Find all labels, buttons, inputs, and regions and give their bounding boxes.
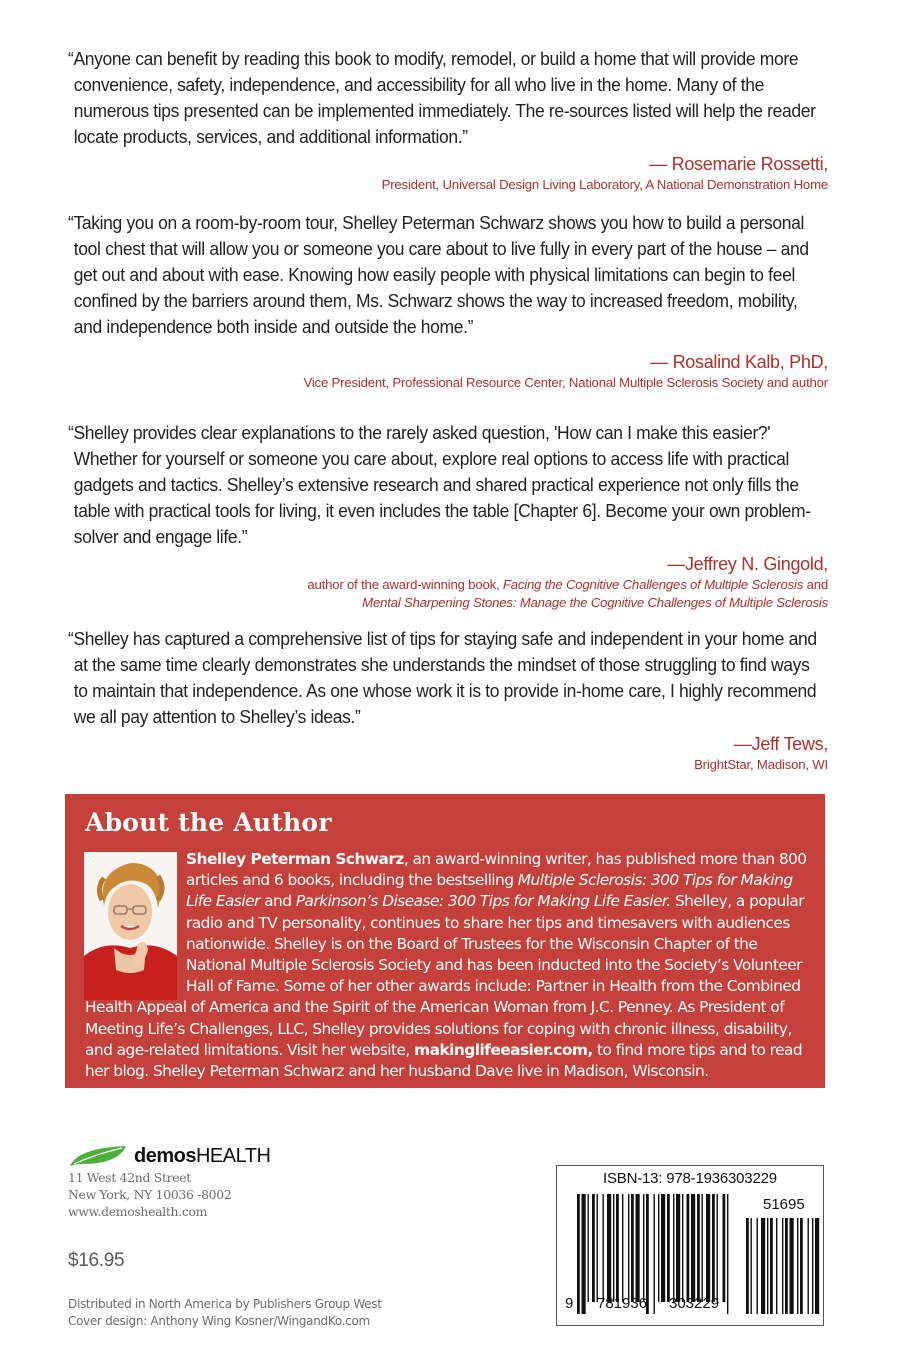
publisher-address-line-1: 11 West 42nd Street [68, 1170, 191, 1185]
barcode-right-digits: 303229 [669, 1295, 720, 1312]
barcode-bar [717, 1194, 718, 1302]
barcode-bar [577, 1194, 580, 1314]
addon-bar [770, 1218, 773, 1314]
barcode-bar [622, 1194, 623, 1302]
barcode-left-digits: 781936 [597, 1295, 648, 1312]
blurb-gingold [68, 420, 828, 612]
blurb-author-name: —Jeff Tews, [733, 734, 828, 754]
publisher-name-light: HEALTH [195, 1144, 271, 1167]
barcode-bar [712, 1194, 715, 1302]
barcode-bar [628, 1194, 629, 1302]
barcode-addon-number: 51695 [763, 1196, 805, 1213]
barcode-bar [706, 1194, 710, 1302]
author-name: Shelley Peterman Schwarz [186, 850, 404, 868]
addon-bar [757, 1218, 758, 1314]
distribution-credit: Distributed in North America by Publishers Group West [68, 1297, 382, 1311]
barcode-bar [607, 1194, 611, 1302]
barcode-bar [687, 1194, 690, 1302]
blurb-author-name: — Rosemarie Rossetti, [649, 154, 828, 174]
leaf-icon [68, 1144, 128, 1168]
book-title: Facing the Cognitive Challenges of Multiple Sclerosis [502, 577, 804, 592]
publisher-block [68, 1143, 270, 1220]
publisher-address-line-2: New York, NY 10036 -8002 [68, 1187, 232, 1202]
barcode-bar [661, 1194, 665, 1302]
barcode-bar [636, 1194, 640, 1302]
barcode-bar [682, 1194, 683, 1302]
addon-bar [790, 1218, 794, 1314]
addon-bar [767, 1218, 768, 1314]
author-website-link[interactable]: makinglifeeasier.com, [414, 1040, 593, 1059]
title-prefix: author of the award-winning book, [307, 577, 503, 592]
addon-bar [785, 1218, 788, 1314]
publisher-name-bold: demos [134, 1144, 196, 1167]
blurb-quote: “Shelley has captured a comprehensive list of tips for staying safe and independent in your home and at the same time clearly demonstrates she understands the mindset of those struggling to find ways to maintain that independence. As one whose work it is to provide in-home care, I highly recommend we all pay attention to Shelley’s ideas.” [68, 629, 817, 727]
isbn-label: ISBN-13: 978-1936303229 [603, 1170, 777, 1187]
blurb-rossetti [68, 46, 828, 194]
blurb-kalb [68, 210, 828, 392]
barcode-bar [727, 1194, 728, 1314]
barcode-bar [702, 1194, 703, 1302]
blurb-quote: “Taking you on a room-by-room tour, Shelley Peterman Schwarz shows you how to build a personal tool chest that will allow you or someone you care about to live fully in every part of the house – and get out and about with ease. Knowing how easily people with physical limitations can begin to feel confined by the barriers around them, Ms. Schwarz shows the way to increased freedom, mobility, and independence both inside and outside the home.” [68, 213, 809, 337]
blurb-quote: “Anyone can benefit by reading this book to modify, remodel, or build a home that will provide more convenience, safety, independence, and accessibility for all who live in the home. Many of the numerous tips presented can be implemented immediately. The re-sources listed will help the reader locate products, services, and additional information.” [68, 49, 816, 147]
addon-bar [751, 1218, 752, 1314]
addon-bar [782, 1218, 783, 1314]
addon-bar [776, 1218, 777, 1314]
barcode-bar [588, 1194, 589, 1302]
book-title: Mental Sharpening Stones: Manage the Cognitive Challenges of Multiple Sclerosis [362, 595, 828, 610]
bio-text: , an award-winning writer, has published more than 800 articles and 6 books, including the bestselling [186, 850, 807, 890]
barcode-bar [691, 1194, 695, 1302]
addon-bar [797, 1218, 798, 1314]
isbn-barcode [556, 1165, 824, 1326]
book-price: $16.95 [68, 1250, 125, 1271]
barcode-bar [723, 1194, 726, 1302]
addon-bar [800, 1218, 803, 1314]
author-bio [85, 849, 820, 1082]
blurb-author-name: —Jeffrey N. Gingold, [667, 554, 828, 574]
bio-text: to find more tips and to read her blog. Shelley Peterman Schwarz and her husband Dave live in Madison, Wisconsin. [85, 1040, 803, 1081]
barcode-bar [673, 1194, 674, 1302]
addon-bar [761, 1218, 765, 1314]
barcode-bar [603, 1194, 604, 1302]
addon-bar [808, 1218, 809, 1314]
addon-bar [812, 1218, 813, 1314]
addon-bar [746, 1218, 749, 1314]
barcode-bar [697, 1194, 700, 1302]
credits-block [68, 1296, 382, 1330]
publisher-name [134, 1145, 270, 1168]
barcode-bar [667, 1194, 670, 1302]
publisher-logo [68, 1143, 270, 1169]
bio-text: Shelley, a popular radio and TV personality, continues to share her tips and timesavers with audiences nationwide. Shelley is on the Board of Trustees for the Wisconsin Chapter of the National Multiple Sclerosis Society and has been inducted into the Society’s Volunteer Hall of Fame. Some of her other awards include: Partner in Health from the Combined Health Appeal of America and the Spirit of the American Woman from J.C. Penney. As President of Meeting Life’s Challenges, LLC, Shelley provides solutions for coping with chronic illness, disability, and age-related limitations. Visit her website, [85, 892, 805, 1059]
barcode-bar [676, 1194, 680, 1302]
blurb-author-title: BrightStar, Madison, WI [694, 757, 828, 772]
barcode-bar [613, 1194, 614, 1302]
blurb-quote: “Shelley provides clear explanations to the rarely asked question, 'How can I make this easier?' Whether for yourself or someone you care about, explore real options to access life with practical gadgets and tactics. Shelley’s extensive research and shared practical experience not only fills the table with practical tools for living, it even includes the table [Chapter 6]. Become your own problem-solver and engage life.” [68, 423, 811, 547]
book-title: Multiple Sclerosis: 300 Tips for Making Life Easier [186, 871, 793, 911]
blurb-tews [68, 626, 828, 774]
barcode-bar [654, 1194, 655, 1314]
addon-bar [815, 1218, 819, 1314]
barcode-bar [643, 1194, 644, 1302]
cover-design-credit: Cover design: Anthony Wing Kosner/WingandKo.com [68, 1314, 370, 1328]
publisher-website[interactable]: www.demoshealth.com [68, 1204, 208, 1219]
barcode-bar [582, 1194, 586, 1314]
blurb-author-name: — Rosalind Kalb, PhD, [650, 352, 828, 372]
book-title: Parkinson’s Disease: 300 Tips for Making Life Easier. [295, 892, 671, 911]
blurb-author-title: President, Universal Design Living Laboratory, A National Demonstration Home [381, 177, 828, 192]
barcode-bar [658, 1194, 659, 1302]
about-author-heading: About the Author [85, 808, 332, 837]
barcode-bar [631, 1194, 634, 1302]
blurb-author-title: Vice President, Professional Resource Center, National Multiple Sclerosis Society and author [303, 375, 828, 390]
barcode-first-digit: 9 [565, 1295, 574, 1312]
title-and: and [803, 577, 828, 592]
barcode-bar [616, 1194, 619, 1302]
blurb-author-title [68, 576, 828, 612]
bio-text: and [259, 892, 296, 911]
about-author-panel [65, 794, 825, 1088]
barcode-bar [592, 1194, 595, 1302]
barcode-bar [597, 1194, 598, 1302]
